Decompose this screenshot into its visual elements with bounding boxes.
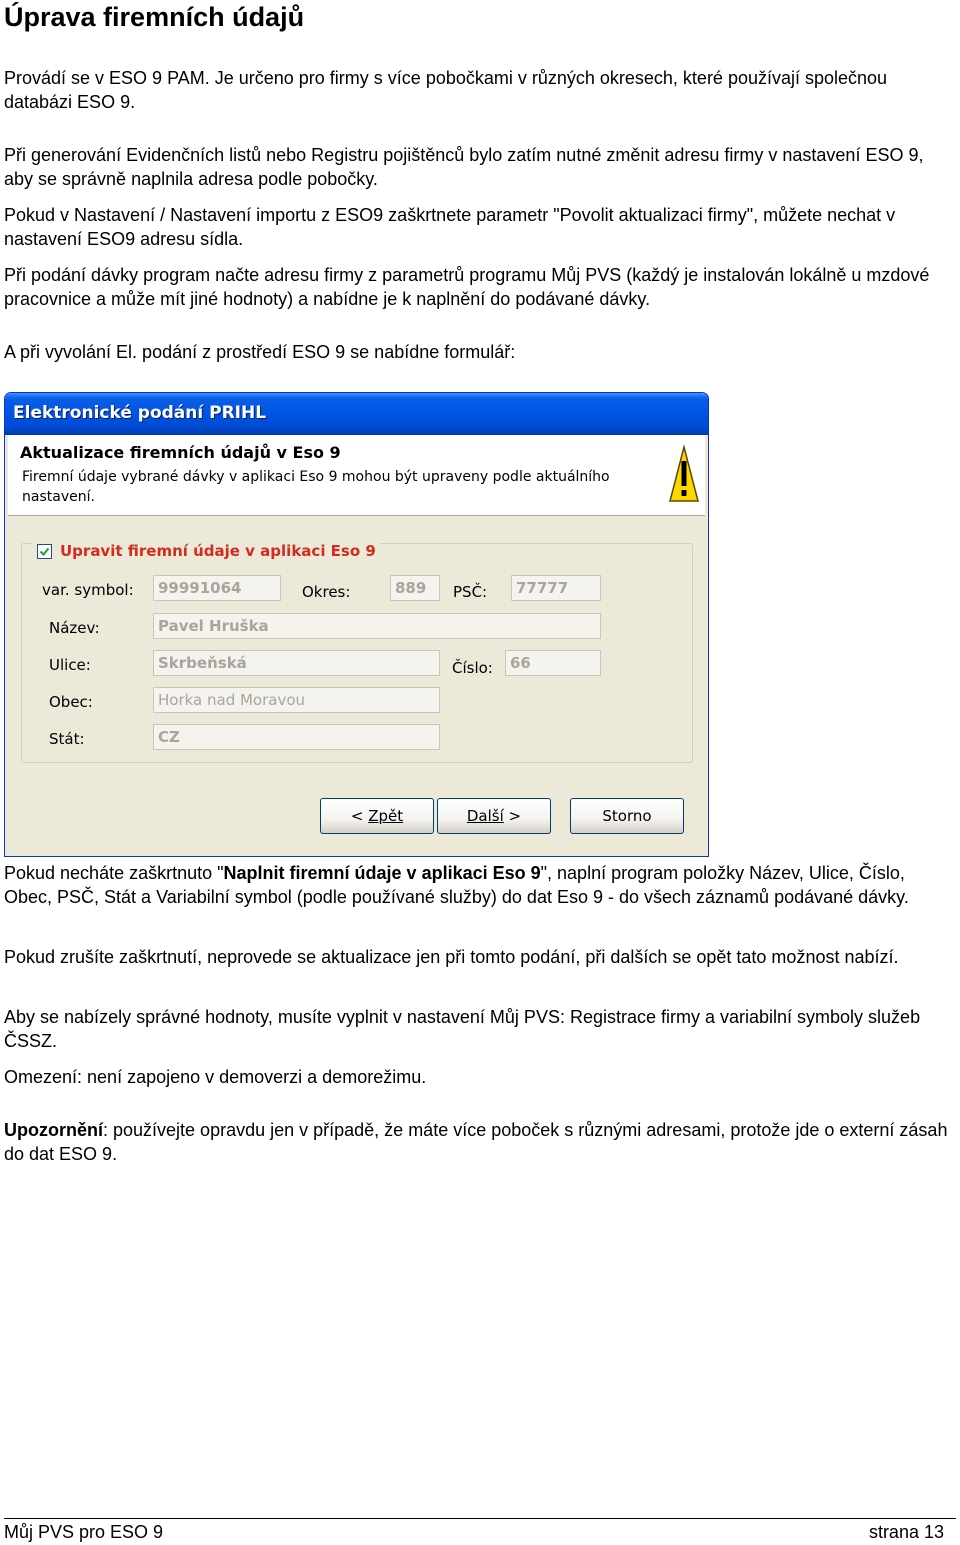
nazev-field[interactable]: Pavel Hruška [153,613,601,639]
warning-paragraph [4,1118,954,1166]
update-company-data-checkbox[interactable] [37,544,52,559]
next-button-suffix: > [503,807,522,825]
stat-label: Stát: [49,730,85,748]
explanation-paragraph-2: Pokud zrušíte zaškrtnutí, neprovede se aktualizace jen při tomto podání, při dalších se opět tato možnost nabízí. [4,947,899,967]
limitation-paragraph: Omezení: není zapojeno v demoverzi a demorežimu. [4,1067,427,1087]
update-company-data-checkbox-row[interactable] [33,541,380,561]
psc-field[interactable]: 77777 [511,575,601,601]
cislo-field[interactable]: 66 [505,650,601,676]
obec-label: Obec: [49,693,93,711]
dialog-header-title: Aktualizace firemních údajů v Eso 9 [20,443,341,462]
back-button-prefix: < [350,807,369,825]
next-button[interactable] [437,798,551,834]
ulice-label: Ulice: [49,656,91,674]
obec-field[interactable]: Horka nad Moravou [153,687,440,713]
footer-divider [4,1518,956,1519]
warning-heading: Upozornění [4,1120,103,1140]
update-company-data-label: Upravit firemní údaje v aplikaci Eso 9 [60,542,376,560]
next-button-label: Další [466,807,504,825]
explanation-text-b: ", naplní program položky Název, Ulice, Číslo, Obec, PSČ, Stát a Variabilní symbol (podle používané služby) do dat Eso 9 - do všech záznamů podávané dávky. [4,863,909,907]
dialog-header-panel [8,435,705,516]
stat-field[interactable]: CZ [153,724,440,750]
dialog-title: Elektronické podání PRIHL [13,403,267,423]
cancel-button-label: Storno [602,807,652,825]
cancel-button[interactable] [570,798,684,834]
dialog-header-description: Firemní údaje vybrané dávky v aplikaci Eso 9 mohou být upraveny podle aktuálního nastavení. [22,469,610,505]
intro-paragraph-1: Provádí se v ESO 9 PAM. Je určeno pro firmy s více pobočkami v různých okresech, které používají společnou databázi ESO 9. [4,68,888,112]
checkmark-icon [38,545,51,558]
intro-paragraph-5: A při vyvolání El. podání z prostředí ESO 9 se nabídne formulář: [4,342,516,362]
dialog-titlebar [5,393,708,435]
intro-paragraph-2: Při generování Evidenčních listů nebo Registru pojištěnců bylo zatím nutné změnit adresu firmy v nastavení ESO 9, aby se správně naplnila adresa podle pobočky. [4,145,924,189]
footer-document-name: Můj PVS pro ESO 9 [4,1522,164,1542]
page-title: Úprava firemních údajů [4,2,305,32]
cislo-label: Číslo: [452,659,493,677]
back-button-label: Zpět [368,807,404,825]
intro-paragraph-3: Pokud v Nastavení / Nastavení importu z ESO9 zaškrtnete parametr "Povolit aktualizaci firmy", můžete nechat v nastavení ESO9 adresu sídla. [4,205,896,249]
footer-page-number: strana 13 [868,1522,944,1542]
psc-label: PSČ: [453,583,488,601]
explanation-text-a: Pokud necháte zaškrtnuto " [4,863,224,883]
back-button[interactable] [320,798,434,834]
explanation-paragraph-3: Aby se nabízely správné hodnoty, musíte vyplnit v nastavení Můj PVS: Registrace firmy a variabilní symboly služeb ČSSZ. [4,1007,921,1051]
intro-paragraph-4: Při podání dávky program načte adresu firmy z parametrů programu Můj PVS (každý je instalován lokálně u mzdové pracovnice a může mít jiné hodnoty) a nabídne je k naplnění do podávané dávky. [4,265,930,309]
explanation-paragraph-1 [4,861,954,909]
var-symbol-label: var. symbol: [42,581,134,599]
nazev-label: Název: [49,619,100,637]
okres-label: Okres: [302,583,351,601]
okres-field[interactable]: 889 [390,575,440,601]
warning-icon [669,445,699,505]
explanation-bold-option: Naplnit firemní údaje v aplikaci Eso 9 [223,863,541,883]
dialog-screenshot [4,392,709,857]
warning-text: : používejte opravdu jen v případě, že máte více poboček s různými adresami, protože jde o externí zásah do dat ESO 9. [4,1120,948,1164]
ulice-field[interactable]: Skrbeňská [153,650,440,676]
var-symbol-field[interactable]: 99991064 [153,575,281,601]
